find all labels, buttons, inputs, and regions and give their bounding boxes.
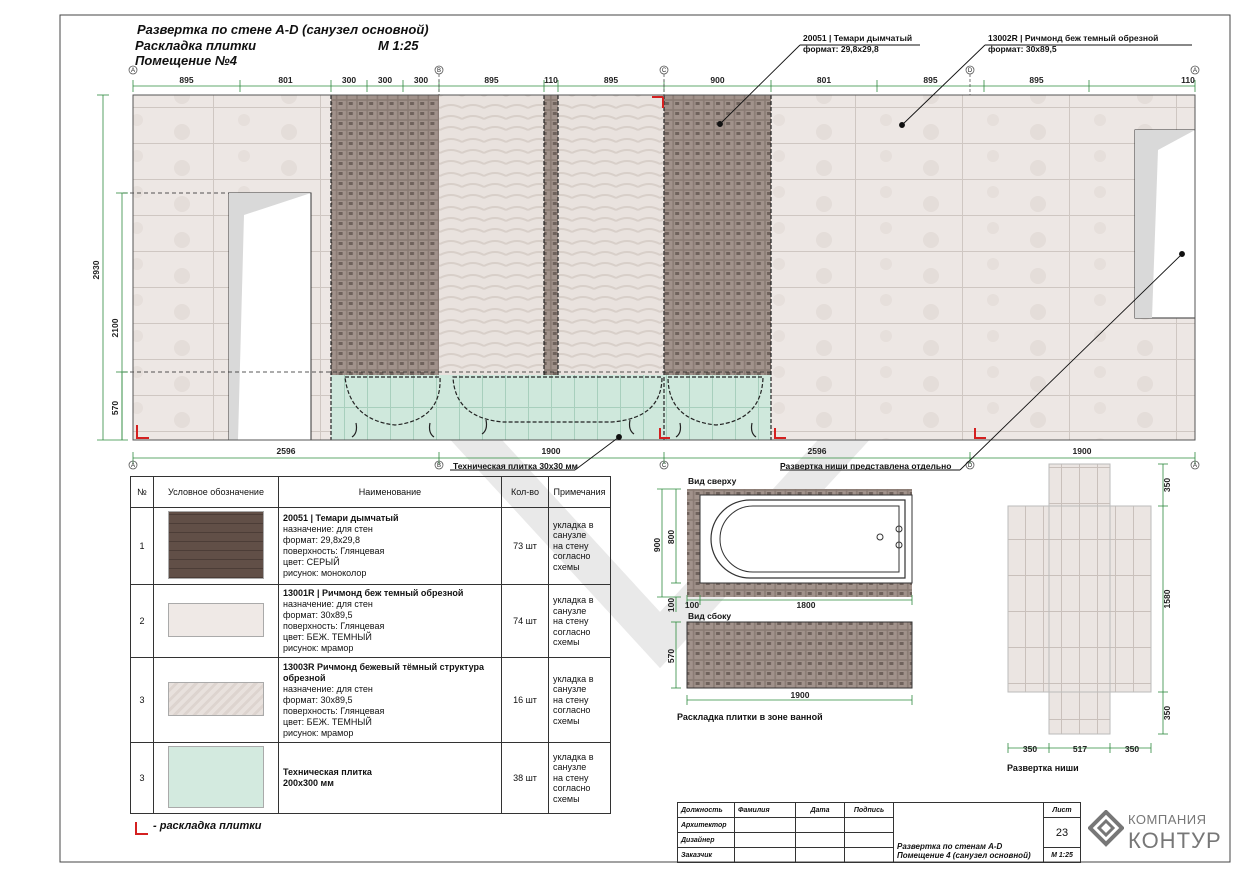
dim-left-2930: 2930	[91, 260, 101, 280]
tile-zone-structure-2	[558, 95, 664, 375]
item-qty: 74 шт	[502, 585, 549, 658]
bath-dim-800: 800	[666, 529, 676, 545]
bath-dim-100-vertical: 100	[666, 597, 676, 613]
swatch-structure	[168, 682, 264, 716]
note-line: на стену	[553, 616, 589, 627]
note-line: санузле	[553, 762, 587, 773]
legend-marker-icon	[136, 822, 148, 834]
stamp-h-date: Дата	[796, 803, 845, 818]
dim-bottom-3: 2596	[807, 446, 827, 456]
dim-top-label: 300	[341, 75, 357, 85]
axis-bottom-a2: A	[1192, 463, 1198, 469]
bath-dim-900: 900	[652, 537, 662, 553]
niche-dim-350-left: 350	[1022, 744, 1038, 754]
logo-line2: КОНТУР	[1128, 828, 1222, 853]
item-name: Техническая плитка 200x300 мм	[283, 766, 372, 788]
niche-dim-350-right: 350	[1124, 744, 1140, 754]
note-line: согласно	[553, 551, 591, 562]
stamp-role-designer: Дизайнер	[678, 833, 735, 848]
axis-top-a2: A	[1192, 68, 1198, 74]
tile-zone-beige-b	[771, 95, 1195, 440]
logo-diamond-icon	[1088, 810, 1124, 850]
col-header-qty: Кол-во	[502, 477, 549, 508]
note-line: санузле	[553, 684, 587, 695]
axis-bottom-d: D	[967, 463, 973, 469]
callout-beige-format: формат: 30x89,5	[988, 44, 1057, 54]
item-detail: поверхность: Глянцевая	[283, 705, 385, 716]
note-line: укладка в	[553, 751, 594, 762]
item-detail: цвет: БЕЖ. ТЕМНЫЙ	[283, 716, 372, 727]
axis-top-d: D	[967, 68, 973, 74]
swatch-beige	[168, 603, 264, 637]
item-detail: рисунок: моноколор	[283, 568, 367, 579]
note-line: схемы	[553, 561, 580, 572]
note-line: схемы	[553, 637, 580, 648]
niche-dim-1580: 1580	[1162, 589, 1172, 609]
tile-spec-table	[130, 476, 611, 814]
niche-dim-350-top: 350	[1162, 477, 1172, 493]
bath-side-view	[687, 622, 912, 688]
table-row	[131, 658, 611, 742]
dim-top-label: 110	[1181, 75, 1195, 85]
item-detail: назначение: для стен	[283, 683, 373, 694]
stamp-title-2: Помещение 4 (санузел основной)	[897, 851, 1031, 860]
left-dimension-line	[97, 95, 128, 440]
bath-caption: Раскладка плитки в зоне ванной	[677, 712, 823, 722]
callout-technical-tile: Техническая плитка 30x30 мм	[453, 461, 578, 471]
logo-line1: КОМПАНИЯ	[1128, 812, 1207, 827]
title-block	[677, 802, 1081, 863]
stamp-h-surname: Фамилия	[735, 803, 796, 818]
bath-dim-1800: 1800	[796, 600, 816, 610]
col-header-notes: Примечания	[549, 477, 611, 508]
dim-top-label: 895	[484, 75, 499, 85]
callout-mosaic-code: 20051 | Темари дымчатый	[803, 33, 913, 43]
axis-top-a: A	[130, 68, 136, 74]
dim-top-label: 895	[923, 75, 938, 85]
item-detail: формат: 29,8x29,8	[283, 535, 361, 546]
item-detail: цвет: СЕРЫЙ	[283, 557, 340, 568]
note-line: схемы	[553, 715, 580, 726]
note-line: согласно	[553, 705, 591, 716]
item-detail: формат: 30x89,5	[283, 610, 353, 621]
row-num: 2	[131, 585, 154, 658]
niche-unfold	[1008, 464, 1151, 734]
item-detail: рисунок: мрамор	[283, 643, 354, 654]
item-detail: формат: 30x89,5	[283, 694, 353, 705]
note-line: на стену	[553, 540, 589, 551]
item-qty: 73 шт	[502, 508, 549, 585]
tile-zone-technical	[331, 375, 771, 440]
stamp-role-architect: Архитектор	[678, 818, 735, 833]
bath-dim-100-horizontal: 100	[684, 600, 700, 610]
dim-top-label: 895	[1029, 75, 1044, 85]
dim-top-label: 895	[179, 75, 194, 85]
drawing-room: Помещение №4	[135, 53, 237, 68]
note-line: санузле	[553, 530, 587, 541]
note-line: укладка в	[553, 595, 594, 606]
dim-top-label: 900	[710, 75, 725, 85]
note-line: схемы	[553, 793, 580, 804]
drawing-scale: М 1:25	[378, 38, 419, 53]
axis-bottom-c: C	[661, 463, 667, 469]
item-detail: цвет: БЕЖ. ТЕМНЫЙ	[283, 632, 372, 643]
table-row	[131, 508, 611, 585]
wall-elevation	[123, 95, 1195, 440]
axis-top-b: B	[436, 68, 442, 74]
table-row	[131, 585, 611, 658]
niche-caption: Развертка ниши	[1007, 763, 1079, 773]
dim-top-label: 801	[278, 75, 293, 85]
col-header-symbol: Условное обозначение	[154, 477, 279, 508]
stamp-scale: М 1:25	[1044, 848, 1081, 863]
item-detail: поверхность: Глянцевая	[283, 546, 385, 557]
stamp-sheet-label: Лист	[1044, 803, 1081, 818]
swatch-technical	[168, 746, 264, 808]
table-header-row	[131, 477, 611, 508]
item-detail: назначение: для стен	[283, 599, 373, 610]
row-num: 3	[131, 742, 154, 813]
dim-top-label: 300	[413, 75, 429, 85]
niche-dim-517: 517	[1072, 744, 1088, 754]
dim-left-570: 570	[110, 400, 120, 416]
axis-bottom-a: A	[130, 463, 136, 469]
drawing-subtitle: Раскладка плитки	[135, 38, 257, 53]
stamp-h-sign: Подпись	[845, 803, 894, 818]
dim-top-label: 300	[377, 75, 393, 85]
bath-dim-1900: 1900	[790, 690, 810, 700]
dim-left-2100: 2100	[110, 318, 120, 338]
tile-zone-mosaic-strip	[544, 95, 558, 375]
drawing-title: Развертка по стене A-D (санузел основной)	[137, 22, 429, 37]
item-name: 13001R | Ричмонд беж темный обрезной	[283, 588, 464, 599]
item-detail: поверхность: Глянцевая	[283, 621, 385, 632]
axis-bottom-b: B	[436, 463, 442, 469]
note-line: на стену	[553, 694, 589, 705]
tile-zone-mosaic-2	[664, 95, 771, 375]
tile-zone-structure-1	[439, 95, 544, 375]
stamp-role-client: Заказчик	[678, 848, 735, 863]
bath-dim-570: 570	[666, 648, 676, 664]
table-row	[131, 742, 611, 813]
dim-top-label: 110	[544, 75, 558, 85]
stamp-h-role: Должность	[678, 803, 735, 818]
top-dimension-labels	[179, 75, 1195, 85]
callout-beige-code: 13002R | Ричмонд беж темный обрезной	[988, 33, 1159, 43]
note-line: согласно	[553, 626, 591, 637]
dim-bottom-4: 1900	[1072, 446, 1092, 456]
callout-mosaic-format: формат: 29,8x29,8	[803, 44, 879, 54]
note-line: укладка в	[553, 673, 594, 684]
note-line: на стену	[553, 772, 589, 783]
row-num: 3	[131, 658, 154, 742]
item-name: 20051 | Темари дымчатый	[283, 513, 399, 524]
item-detail: назначение: для стен	[283, 524, 373, 535]
dim-bottom-1: 2596	[276, 446, 296, 456]
note-line: согласно	[553, 783, 591, 794]
legend-label: - раскладка плитки	[153, 820, 262, 832]
niche-dim-350-bottom: 350	[1162, 705, 1172, 721]
dim-bottom-2: 1900	[541, 446, 561, 456]
col-header-name: Наименование	[279, 477, 502, 508]
dim-top-label: 895	[603, 75, 619, 85]
item-detail: рисунок: мрамор	[283, 727, 354, 738]
bath-top-view-label: Вид сверху	[688, 476, 737, 486]
tile-zone-mosaic-1	[331, 95, 439, 375]
axis-top-c: C	[661, 68, 667, 74]
dim-top-label: 801	[816, 75, 832, 85]
stamp-sheet-number: 23	[1044, 818, 1081, 848]
row-num: 1	[131, 508, 154, 585]
stamp-title-1: Развертка по стенам A-D	[897, 842, 1003, 851]
item-qty: 38 шт	[502, 742, 549, 813]
item-name: 13003R Ричмонд бежевый тёмный структура обрезной	[283, 661, 484, 683]
callout-niche-note: Развертка ниши представлена отдельно	[780, 461, 952, 471]
bath-top-view	[687, 489, 912, 597]
item-qty: 16 шт	[502, 658, 549, 742]
note-line: санузле	[553, 605, 587, 616]
bath-side-view-label: Вид сбоку	[688, 611, 732, 621]
col-header-num: №	[131, 477, 154, 508]
swatch-mosaic	[168, 511, 264, 579]
note-line: укладка в	[553, 519, 594, 530]
